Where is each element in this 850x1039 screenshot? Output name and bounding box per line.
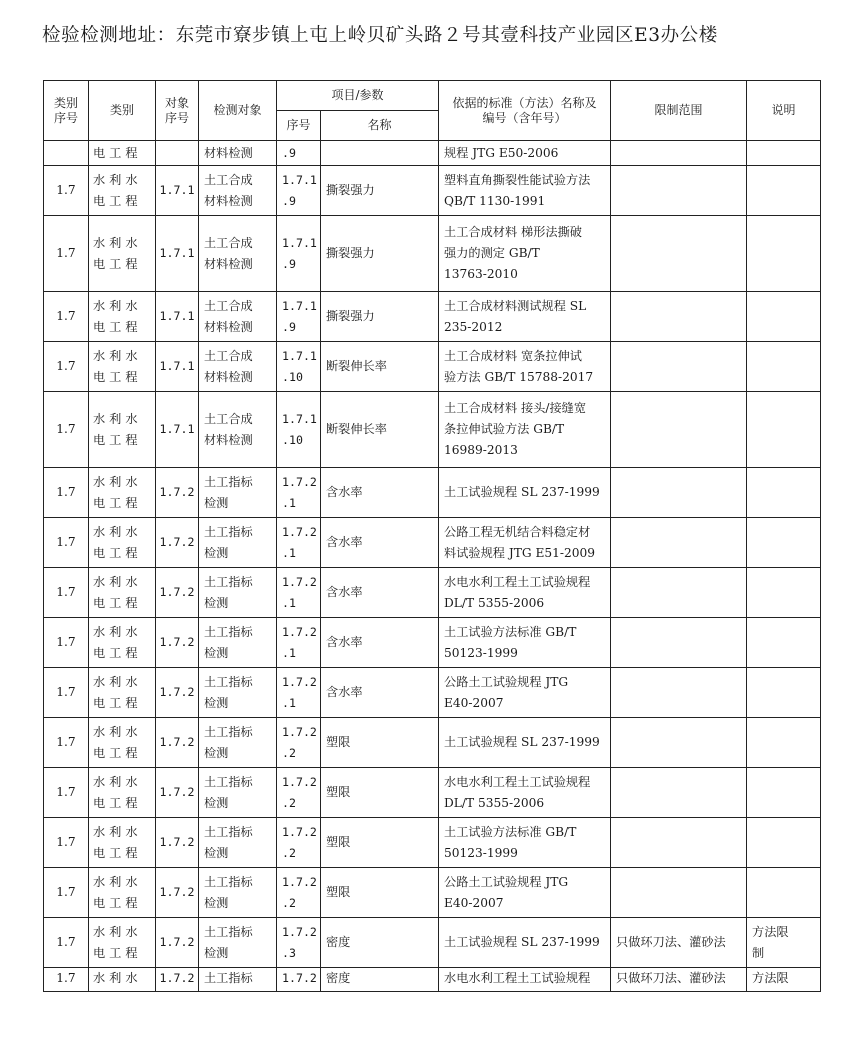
- cell-category-no: 1.7: [44, 568, 89, 618]
- cell-category-no: 1.7: [44, 618, 89, 668]
- cell-object: 土工合成 材料检测: [199, 392, 277, 468]
- cell-note: [747, 468, 821, 518]
- cell-object-no: 1.7.1: [156, 342, 199, 392]
- cell-category-no: 1.7: [44, 768, 89, 818]
- table-row: [44, 668, 821, 718]
- cell-object: 土工合成 材料检测: [199, 342, 277, 392]
- table-row: [44, 141, 821, 166]
- cell-object-no: 1.7.2: [156, 818, 199, 868]
- cell-seq: 1.7.1 .9: [277, 216, 321, 292]
- cell-object: 土工合成 材料检测: [199, 292, 277, 342]
- table-row: [44, 818, 821, 868]
- cell-note: [747, 141, 821, 166]
- cell-category-no: 1.7: [44, 166, 89, 216]
- cell-standard: 水电水利工程土工试验规程: [439, 968, 611, 992]
- cell-object: 材料检测: [199, 141, 277, 166]
- cell-object: 土工合成 材料检测: [199, 216, 277, 292]
- cell-object-no: 1.7.2: [156, 668, 199, 718]
- cell-limit: [611, 141, 747, 166]
- cell-category: 水利水 电工程: [89, 918, 156, 968]
- cell-seq: 1.7.2 .1: [277, 668, 321, 718]
- cell-item-name: 含水率: [321, 518, 439, 568]
- cell-limit: 只做环刀法、灌砂法: [611, 968, 747, 992]
- cell-seq: 1.7.2 .1: [277, 568, 321, 618]
- header-object-no: 对象 序号: [156, 81, 199, 141]
- cell-note: [747, 216, 821, 292]
- header-limit: 限制范围: [611, 81, 747, 141]
- cell-standard: 土工试验规程 SL 237-1999: [439, 468, 611, 518]
- cell-category-no: 1.7: [44, 968, 89, 992]
- cell-category: 水利水 电工程: [89, 818, 156, 868]
- cell-object: 土工指标 检测: [199, 668, 277, 718]
- cell-category-no: 1.7: [44, 818, 89, 868]
- cell-category-no: 1.7: [44, 216, 89, 292]
- cell-category: 水利水 电工程: [89, 392, 156, 468]
- cell-note: [747, 292, 821, 342]
- cell-seq: 1.7.2 .2: [277, 818, 321, 868]
- cell-seq: 1.7.2 .1: [277, 618, 321, 668]
- cell-object-no: 1.7.2: [156, 468, 199, 518]
- cell-category: 水利水 电工程: [89, 166, 156, 216]
- cell-limit: [611, 868, 747, 918]
- cell-object: 土工指标 检测: [199, 468, 277, 518]
- cell-note: 方法限: [747, 968, 821, 992]
- cell-category: 水利水 电工程: [89, 718, 156, 768]
- cell-category-no: 1.7: [44, 918, 89, 968]
- cell-seq: 1.7.1 .9: [277, 166, 321, 216]
- cell-object-no: 1.7.2: [156, 768, 199, 818]
- cell-limit: [611, 468, 747, 518]
- cell-category: 水利水 电工程: [89, 216, 156, 292]
- table-row: [44, 868, 821, 918]
- cell-standard: 公路工程无机结合料稳定材 料试验规程 JTG E51-2009: [439, 518, 611, 568]
- cell-category: 水利水: [89, 968, 156, 992]
- cell-category-no: 1.7: [44, 468, 89, 518]
- table-row: [44, 768, 821, 818]
- cell-standard: 土工合成材料测试规程 SL 235-2012: [439, 292, 611, 342]
- cell-seq: .9: [277, 141, 321, 166]
- cell-object-no: 1.7.2: [156, 868, 199, 918]
- cell-object: 土工指标 检测: [199, 518, 277, 568]
- cell-object-no: [156, 141, 199, 166]
- table-row: [44, 392, 821, 468]
- cell-note: [747, 618, 821, 668]
- cell-category: 水利水 电工程: [89, 868, 156, 918]
- cell-seq: 1.7.1 .9: [277, 292, 321, 342]
- table-row: [44, 468, 821, 518]
- cell-limit: [611, 768, 747, 818]
- cell-object-no: 1.7.2: [156, 568, 199, 618]
- cell-limit: [611, 818, 747, 868]
- header-note: 说明: [747, 81, 821, 141]
- cell-limit: [611, 166, 747, 216]
- cell-category-no: 1.7: [44, 868, 89, 918]
- cell-item-name: 含水率: [321, 568, 439, 618]
- cell-category-no: 1.7: [44, 718, 89, 768]
- cell-limit: [611, 568, 747, 618]
- cell-note: [747, 568, 821, 618]
- cell-item-name: 断裂伸长率: [321, 342, 439, 392]
- cell-note: [747, 518, 821, 568]
- cell-item-name: 塑限: [321, 818, 439, 868]
- cell-standard: 塑料直角撕裂性能试验方法 QB/T 1130-1991: [439, 166, 611, 216]
- cell-category: 水利水 电工程: [89, 618, 156, 668]
- cell-standard: 规程 JTG E50-2006: [439, 141, 611, 166]
- cell-item-name: [321, 141, 439, 166]
- cell-object: 土工指标 检测: [199, 868, 277, 918]
- cell-object: 土工指标: [199, 968, 277, 992]
- cell-object-no: 1.7.1: [156, 166, 199, 216]
- cell-object: 土工指标 检测: [199, 718, 277, 768]
- cell-object-no: 1.7.2: [156, 918, 199, 968]
- cell-note: [747, 718, 821, 768]
- cell-object-no: 1.7.2: [156, 618, 199, 668]
- cell-object: 土工合成 材料检测: [199, 166, 277, 216]
- cell-item-name: 含水率: [321, 468, 439, 518]
- cell-note: [747, 818, 821, 868]
- cell-limit: [611, 342, 747, 392]
- cell-object: 土工指标 检测: [199, 568, 277, 618]
- header-category-no: 类别 序号: [44, 81, 89, 141]
- table-row: [44, 342, 821, 392]
- cell-seq: 1.7.1 .10: [277, 392, 321, 468]
- cell-object-no: 1.7.2: [156, 968, 199, 992]
- table-row: [44, 518, 821, 568]
- cell-category: 水利水 电工程: [89, 292, 156, 342]
- table-row: [44, 166, 821, 216]
- cell-item-name: 密度: [321, 968, 439, 992]
- cell-limit: [611, 618, 747, 668]
- table-row: [44, 568, 821, 618]
- cell-note: [747, 868, 821, 918]
- cell-standard: 土工合成材料 宽条拉伸试 验方法 GB/T 15788-2017: [439, 342, 611, 392]
- cell-limit: [611, 718, 747, 768]
- cell-category-no: 1.7: [44, 392, 89, 468]
- cell-note: [747, 668, 821, 718]
- table-row: [44, 968, 821, 992]
- cell-item-name: 塑限: [321, 868, 439, 918]
- cell-seq: 1.7.2: [277, 968, 321, 992]
- cell-standard: 土工试验方法标准 GB/T 50123-1999: [439, 618, 611, 668]
- cell-seq: 1.7.1 .10: [277, 342, 321, 392]
- cell-seq: 1.7.2 .2: [277, 718, 321, 768]
- cell-note: 方法限 制: [747, 918, 821, 968]
- cell-item-name: 撕裂强力: [321, 292, 439, 342]
- cell-standard: 土工合成材料 接头/接缝宽 条拉伸试验方法 GB/T 16989-2013: [439, 392, 611, 468]
- header-item-param: 项目/参数: [277, 81, 439, 111]
- table-row: [44, 918, 821, 968]
- cell-category: 电工程: [89, 141, 156, 166]
- cell-note: [747, 342, 821, 392]
- cell-item-name: 断裂伸长率: [321, 392, 439, 468]
- cell-seq: 1.7.2 .3: [277, 918, 321, 968]
- cell-category: 水利水 电工程: [89, 518, 156, 568]
- table-row: [44, 718, 821, 768]
- cell-object-no: 1.7.1: [156, 216, 199, 292]
- cell-category-no: [44, 141, 89, 166]
- cell-category: 水利水 电工程: [89, 468, 156, 518]
- cell-category: 水利水 电工程: [89, 768, 156, 818]
- cell-item-name: 含水率: [321, 668, 439, 718]
- cell-category-no: 1.7: [44, 668, 89, 718]
- cell-item-name: 含水率: [321, 618, 439, 668]
- cell-category-no: 1.7: [44, 292, 89, 342]
- cell-limit: 只做环刀法、灌砂法: [611, 918, 747, 968]
- cell-note: [747, 392, 821, 468]
- cell-category: 水利水 电工程: [89, 342, 156, 392]
- cell-seq: 1.7.2 .2: [277, 768, 321, 818]
- header-category: 类别: [89, 81, 156, 141]
- cell-standard: 公路土工试验规程 JTG E40-2007: [439, 868, 611, 918]
- cell-item-name: 塑限: [321, 768, 439, 818]
- cell-item-name: 撕裂强力: [321, 216, 439, 292]
- header-seq: 序号: [277, 111, 321, 141]
- header-standard: 依据的标准（方法）名称及 编号（含年号）: [439, 81, 611, 141]
- cell-category-no: 1.7: [44, 342, 89, 392]
- cell-limit: [611, 668, 747, 718]
- cell-object-no: 1.7.2: [156, 718, 199, 768]
- cell-limit: [611, 392, 747, 468]
- cell-object: 土工指标 检测: [199, 618, 277, 668]
- cell-category: 水利水 电工程: [89, 568, 156, 618]
- cell-object: 土工指标 检测: [199, 918, 277, 968]
- cell-item-name: 撕裂强力: [321, 166, 439, 216]
- accreditation-table: [43, 80, 821, 992]
- lab-address: 检验检测地址：东莞市寮步镇上屯上岭贝矿头路２号其壹科技产业园区E3办公楼: [42, 25, 718, 46]
- cell-standard: 土工试验方法标准 GB/T 50123-1999: [439, 818, 611, 868]
- cell-limit: [611, 216, 747, 292]
- cell-limit: [611, 292, 747, 342]
- cell-object: 土工指标 检测: [199, 818, 277, 868]
- cell-category-no: 1.7: [44, 518, 89, 568]
- cell-note: [747, 166, 821, 216]
- cell-object: 土工指标 检测: [199, 768, 277, 818]
- cell-standard: 土工试验规程 SL 237-1999: [439, 918, 611, 968]
- table-row: [44, 618, 821, 668]
- cell-item-name: 密度: [321, 918, 439, 968]
- cell-limit: [611, 518, 747, 568]
- cell-item-name: 塑限: [321, 718, 439, 768]
- cell-object-no: 1.7.2: [156, 518, 199, 568]
- cell-standard: 水电水利工程土工试验规程 DL/T 5355-2006: [439, 768, 611, 818]
- cell-standard: 土工试验规程 SL 237-1999: [439, 718, 611, 768]
- header-name: 名称: [321, 111, 439, 141]
- cell-note: [747, 768, 821, 818]
- cell-object-no: 1.7.1: [156, 392, 199, 468]
- cell-object-no: 1.7.1: [156, 292, 199, 342]
- cell-seq: 1.7.2 .1: [277, 518, 321, 568]
- cell-standard: 公路土工试验规程 JTG E40-2007: [439, 668, 611, 718]
- cell-seq: 1.7.2 .1: [277, 468, 321, 518]
- cell-seq: 1.7.2 .2: [277, 868, 321, 918]
- cell-standard: 土工合成材料 梯形法撕破 强力的测定 GB/T 13763-2010: [439, 216, 611, 292]
- table-row: [44, 216, 821, 292]
- cell-category: 水利水 电工程: [89, 668, 156, 718]
- cell-standard: 水电水利工程土工试验规程 DL/T 5355-2006: [439, 568, 611, 618]
- header-object: 检测对象: [199, 81, 277, 141]
- table-row: [44, 292, 821, 342]
